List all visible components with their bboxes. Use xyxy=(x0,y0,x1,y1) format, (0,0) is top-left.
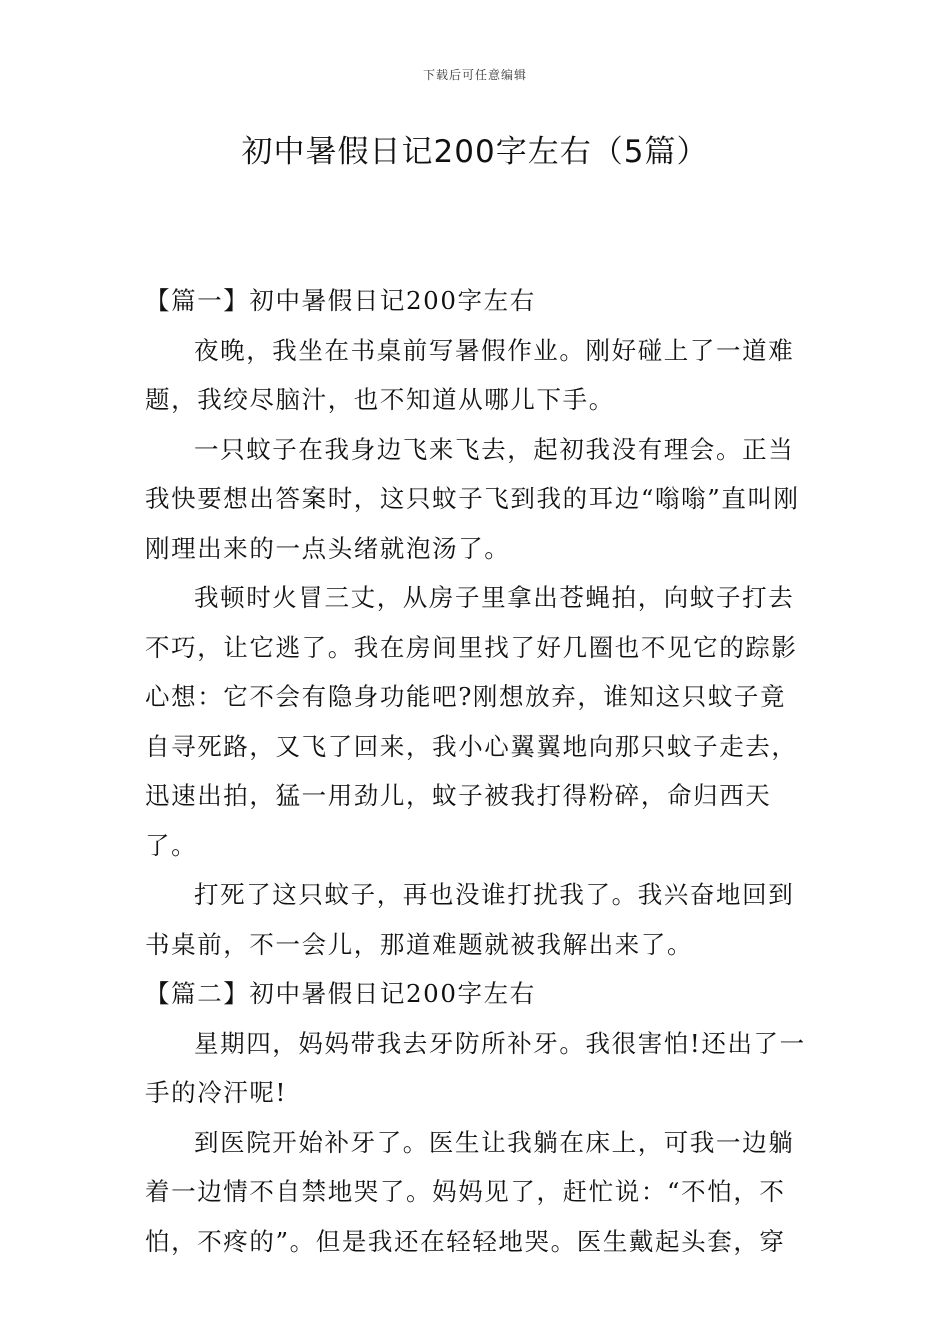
header-note: 下载后可任意编辑 xyxy=(422,68,527,82)
paragraph: 一只蚊子在我身边飞来飞去，起初我没有理会。正当我快要想出答案时，这只蚊子飞到我的耳边“嗡嗡”直叫刚刚理出来的一点头绪就泡汤了。 xyxy=(145,434,800,563)
paragraph: 星期四，妈妈带我去牙防所补牙。我很害怕!还出了一手的冷汗呢! xyxy=(145,1028,806,1107)
document-body xyxy=(145,276,810,1266)
section-heading-2: 【篇二】初中暑假日记200字左右 xyxy=(145,979,536,1008)
paragraph: 到医院开始补牙了。医生让我躺在床上，可我一边躺着一边情不自禁地哭了。妈妈见了，赶忙说：“不怕，不怕，不疼的”。但是我还在轻轻地哭。医生戴起头套，穿 xyxy=(145,1127,795,1256)
document-title: 初中暑假日记200字左右（5篇） xyxy=(241,134,709,170)
paragraph: 我顿时火冒三丈，从房子里拿出苍蝇拍，向蚊子打去不巧，让它逃了。我在房间里找了好几圈也不见它的踪影心想：它不会有隐身功能吧?刚想放弃，谁知这只蚊子竟自寻死路，又飞了回来，我小心翼翼地向那只蚊子走去，迅速出拍，猛一用劲儿，蚊子被我打得粉碎，命归西天了。 xyxy=(145,583,798,860)
section-heading-1: 【篇一】初中暑假日记200字左右 xyxy=(145,286,536,315)
paragraph: 打死了这只蚊子，再也没谁打扰我了。我兴奋地回到书桌前，不一会儿，那道难题就被我解出来了。 xyxy=(145,880,795,959)
paragraph: 夜晚，我坐在书桌前写暑假作业。刚好碰上了一道难题，我绞尽脑汁，也不知道从哪儿下手。 xyxy=(145,335,795,414)
